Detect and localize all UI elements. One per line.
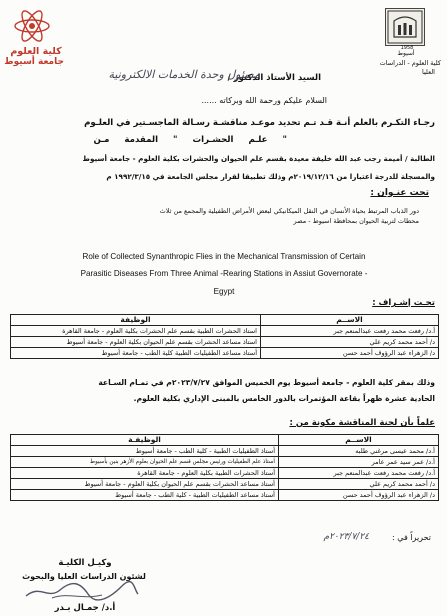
signatory-office: لشئون الدراسات العليا والبحوث — [22, 572, 146, 581]
committee-label: علماً بأن لجنة المناقشة مكونة من : — [289, 418, 435, 428]
supervisor-name: د/ الزهراء عبد الرؤوف أحمد حسن — [261, 348, 439, 359]
committee-member-name: أ.د/ محمد عيسى مرغني طلبه — [279, 446, 439, 457]
table-row — [11, 468, 439, 479]
handwritten-note: مسئول وحدة الخدمات الالكترونية — [108, 68, 260, 81]
table-row — [11, 348, 439, 359]
committee-member-name: أ.د/ رفعت محمد رفعت عبدالمنعم جبر — [279, 468, 439, 479]
committee-member-job: أستاذ مساعد الطفيليات الطبية - كلية الطب - جامعة أسيوط — [11, 490, 279, 501]
table-row — [11, 326, 439, 337]
table-row — [11, 337, 439, 348]
atom-logo-icon — [12, 6, 52, 46]
table-row — [11, 479, 439, 490]
committee-member-job: أستاذ الحشرات الطبية بكلية العلوم - جامعة القاهرة — [11, 468, 279, 479]
body-line-4: والمسجلة للدرجة اعتبارا من ٢٠١٩/١٢/١٦م وذلك تطبيقا لقرار مجلس الجامعة في ١٩٩٢/٣/١٥ م — [106, 172, 435, 181]
supervision-col-name: الاســم — [261, 315, 439, 326]
supervisor-name: أ.د/ رفعت محمد رفعت عبدالمنعم جبر — [261, 326, 439, 337]
table-row — [11, 457, 439, 468]
body-line-2: " علـم الحشـرات " المقدمة مـن — [93, 135, 287, 145]
arabic-title-line-2: محطات لتربية الحيوان بمحافظة اسيوط - مصر — [293, 217, 419, 225]
supervision-header-row — [11, 315, 439, 326]
header-dept-line1: كلية العلوم - الدراسات — [379, 59, 441, 67]
english-title-line-1: Role of Collected Synanthropic Flies in the Mechanical Transmission of Certain — [82, 252, 366, 261]
title-label: تحت عنـوان : — [370, 188, 429, 198]
addressee-label: السيد الأستاذ الدكتور / — [227, 73, 321, 83]
table-row — [11, 490, 439, 501]
committee-header-row — [11, 435, 439, 446]
signatory-name: أ.د/ جمـال بـدر — [54, 603, 116, 613]
committee-member-name: د/ الزهراء عبد الرؤوف أحمد حسن — [279, 490, 439, 501]
right-logo-caption: أسيوط — [397, 50, 415, 57]
signature-scribble-icon — [22, 580, 142, 602]
english-title-line-2: Parasitic Diseases From Three Animal -Rearing Stations in Assiut Governorate - — [80, 269, 368, 278]
meeting-line-2: الحادية عشرة ظهراً بقاعة المؤتمرات بالدور الخامس بالمبنى الإداري بكلية العلوم. — [133, 394, 435, 403]
edit-date-value: ٢٠٢٣/٧/٢٤م — [323, 532, 369, 542]
signatory-title: وكيـل الكليـة — [58, 558, 112, 568]
edit-date-label: تحريراً في : — [392, 533, 431, 542]
body-line-1: رجـاء التكـرم بالعلم أنـة قـد تـم تحديد موعـد مناقشـة رسـالة الماجسـتير في العلـوم — [84, 118, 435, 128]
committee-col-name: الاســم — [279, 435, 439, 446]
committee-member-job: أستاذ علم الطفيليات ورئيس مجلس قسم علم الحيوان بعلوم الأزهر بنين بأسيوط — [11, 457, 279, 468]
committee-col-job: الوظيفـة — [11, 435, 279, 446]
left-logo — [12, 6, 52, 46]
body-line-3: الطالبة / أميمة رجب عبد الله خليفة معيدة بقسم علم الحيوان والحشرات بكلية العلوم - جامعة أسيوط — [82, 154, 435, 163]
committee-table — [10, 434, 439, 501]
assiut-university-logo-icon — [386, 9, 424, 45]
supervisor-job: أستاذ مساعد الطفيليات الطبية كلية الطب - جامعة أسيوط — [11, 348, 261, 359]
right-logo-year: 1958 — [400, 45, 414, 51]
committee-member-name: أ.د/ عمر سيد عمر عامر — [279, 457, 439, 468]
supervisor-job: استاذ مساعد الحشرات بقسم علم الحيوان بكلية العلوم - جامعة أسيوط — [11, 337, 261, 348]
supervision-label: تحـت إشـراف : — [372, 298, 435, 308]
english-title-line-3: Egypt — [213, 287, 235, 296]
header-org-faculty: كلية العلوم — [10, 46, 62, 57]
supervision-table — [10, 314, 439, 359]
right-logo — [385, 8, 425, 46]
header-org-university: جامعة أسيوط — [4, 57, 64, 67]
committee-member-job: أستاذ الطفيليات الطبية - كلية الطب - جامعة أسيوط — [11, 446, 279, 457]
committee-member-name: د/ أحمد محمد كريم علي — [279, 479, 439, 490]
supervision-col-job: الوظيفة — [11, 315, 261, 326]
salutation: السلام عليكم ورحمة الله وبركاته ...... — [201, 96, 327, 105]
table-row — [11, 446, 439, 457]
supervisor-job: استاذ الحشرات الطبية بقسم علم الحشرات بكلية العلوم - جامعة القاهرة — [11, 326, 261, 337]
arabic-title-line-1: دور الذباب المرتبط بحياة الأنسان في النقل الميكانيكي لبعض الأمراض الطفيلية والمجمع من ثلاث — [159, 207, 419, 215]
header-dept-line2: العليا — [421, 68, 435, 76]
supervisor-name: د/ أحمد محمد كريم علي — [261, 337, 439, 348]
meeting-line-1: وذلك بمقر كلية العلوم - جامعة أسيوط يوم الخميس الموافق ٢٠٢٣/٧/٢٧م في تمـام السـاعة — [98, 378, 435, 387]
committee-member-job: أستاذ مساعد الحشرات بقسم علم الحيوان بكلية العلوم - جامعة أسيوط — [11, 479, 279, 490]
